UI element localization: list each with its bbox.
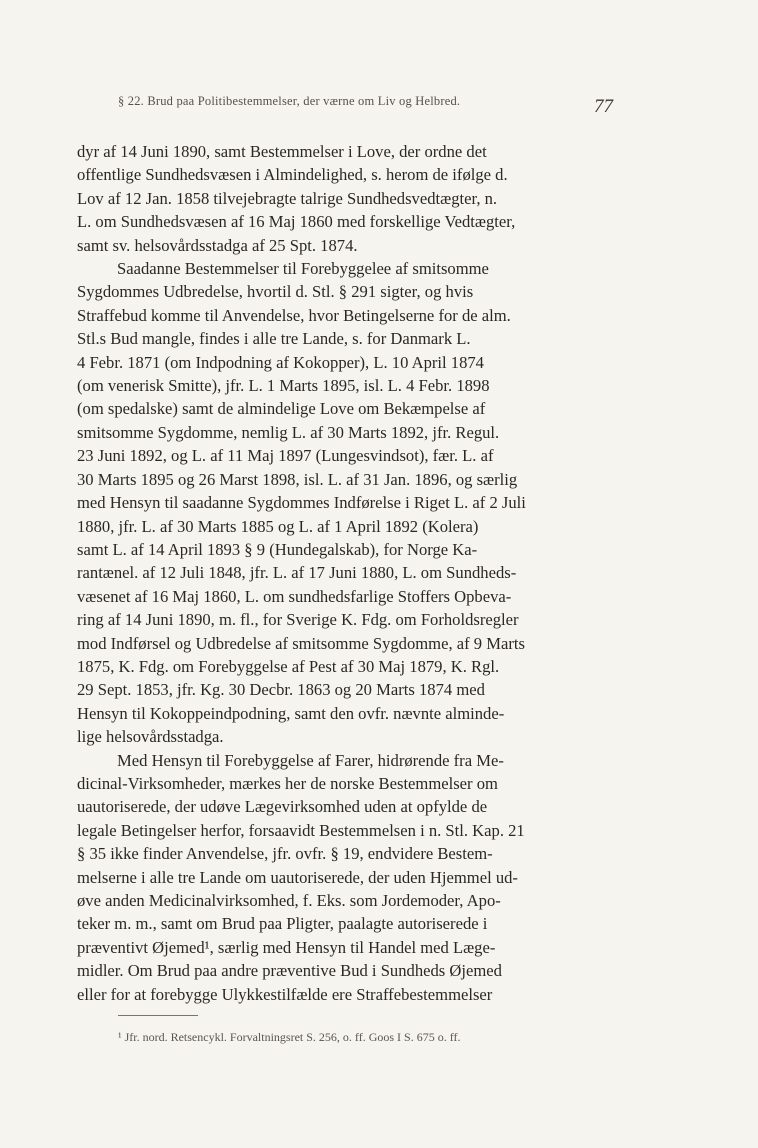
text-line: legale Betingelser herfor, forsaavidt Bestemmelsen i n. Stl. Kap. 21 <box>77 820 525 840</box>
page-number: 77 <box>594 96 613 117</box>
running-header: § 22. Brud paa Politibestemmelser, der værne om Liv og Helbred. <box>118 94 461 108</box>
text-line: 29 Sept. 1853, jfr. Kg. 30 Decbr. 1863 og 20 Marts 1874 med <box>77 680 485 700</box>
text-line: Stl.s Bud mangle, findes i alle tre Lande, s. for Danmark L. <box>77 329 471 349</box>
text-line: Lov af 12 Jan. 1858 tilvejebragte talrige Sundhedsvedtægter, n. <box>77 188 498 208</box>
text-line: Straffebud komme til Anvendelse, hvor Betingelserne for de alm. <box>77 305 511 325</box>
paragraph-3 <box>77 749 617 1006</box>
text-line: 30 Marts 1895 og 26 Marst 1898, isl. L. af 31 Jan. 1896, og særlig <box>77 469 518 489</box>
text-line: eller for at forebygge Ulykkestilfælde ere Straffebestemmelser <box>77 984 493 1004</box>
body-text <box>77 140 617 1006</box>
text-line: rantænel. af 12 Juli 1848, jfr. L. af 17 Juni 1880, L. om Sundheds- <box>77 563 517 583</box>
text-line: dicinal-Virksomheder, mærkes her de norske Bestemmelser om <box>77 773 498 793</box>
paragraph-1 <box>77 140 617 257</box>
text-line: 1880, jfr. L. af 30 Marts 1885 og L. af 1 April 1892 (Kolera) <box>77 516 479 536</box>
text-line: midler. Om Brud paa andre præventive Bud i Sundheds Øjemed <box>77 961 502 981</box>
text-line: med Hensyn til saadanne Sygdommes Indførelse i Riget L. af 2 Juli <box>77 493 526 513</box>
text-line: melserne i alle tre Lande om uautoriserede, der uden Hjemmel ud- <box>77 867 518 887</box>
text-line: præventivt Øjemed¹, særlig med Hensyn til Handel med Læge- <box>77 937 496 957</box>
text-line: L. om Sundhedsvæsen af 16 Maj 1860 med forskellige Vedtægter, <box>77 212 516 232</box>
text-line: 4 Febr. 1871 (om Indpodning af Kokopper), L. 10 April 1874 <box>77 352 484 372</box>
text-line: Saadanne Bestemmelser til Forebyggelee af smitsomme <box>117 259 489 279</box>
text-line: Med Hensyn til Forebyggelse af Farer, hidrørende fra Me- <box>117 750 504 770</box>
text-line: mod Indførsel og Udbredelse af smitsomme Sygdomme, af 9 Marts <box>77 633 525 653</box>
text-line: 23 Juni 1892, og L. af 11 Maj 1897 (Lungesvindsot), fær. L. af <box>77 446 494 466</box>
text-line: uautoriserede, der udøve Lægevirksomhed uden at opfylde de <box>77 797 488 817</box>
text-line: Hensyn til Kokoppeindpodning, samt den ovfr. nævnte alminde- <box>77 703 505 723</box>
text-line: øve anden Medicinalvirksomhed, f. Eks. som Jordemoder, Apo- <box>77 891 501 910</box>
text-line: (om venerisk Smitte), jfr. L. 1 Marts 1895, isl. L. 4 Febr. 1898 <box>77 376 490 396</box>
text-line: lige helsovårdsstadga. <box>77 727 224 747</box>
text-line: væsenet af 16 Maj 1860, L. om sundhedsfarlige Stoffers Opbeva- <box>77 586 512 606</box>
text-line: Sygdommes Udbredelse, hvortil d. Stl. § 291 sigter, og hvis <box>77 282 474 302</box>
text-line: (om spedalske) samt de almindelige Love om Bekæmpelse af <box>77 399 486 419</box>
text-line: 1875, K. Fdg. om Forebyggelse af Pest af 30 Maj 1879, K. Rgl. <box>77 656 500 676</box>
text-line: ring af 14 Juni 1890, m. fl., for Sverige K. Fdg. om Forholdsregler <box>77 610 519 630</box>
text-line: samt sv. helsovårdsstadga af 25 Spt. 1874. <box>77 235 358 255</box>
text-line: samt L. af 14 April 1893 § 9 (Hundegalskab), for Norge Ka- <box>77 539 478 559</box>
text-line: offentlige Sundhedsvæsen i Almindelighed, s. herom de ifølge d. <box>77 165 508 185</box>
text-line: dyr af 14 Juni 1890, samt Bestemmelser i Love, der ordne det <box>77 142 487 161</box>
footnote: ¹ Jfr. nord. Retsencykl. Forvaltningsret S. 256, o. ff. Goos I S. 675 o. ff. <box>118 1030 461 1044</box>
text-line: § 35 ikke finder Anvendelse, jfr. ovfr. § 19, endvidere Bestem- <box>77 844 493 864</box>
paragraph-2 <box>77 257 617 749</box>
footnote-divider <box>118 1015 198 1016</box>
text-line: teker m. m., samt om Brud paa Pligter, paalagte autoriserede i <box>77 914 488 934</box>
text-line: smitsomme Sygdomme, nemlig L. af 30 Marts 1892, jfr. Regul. <box>77 422 500 442</box>
